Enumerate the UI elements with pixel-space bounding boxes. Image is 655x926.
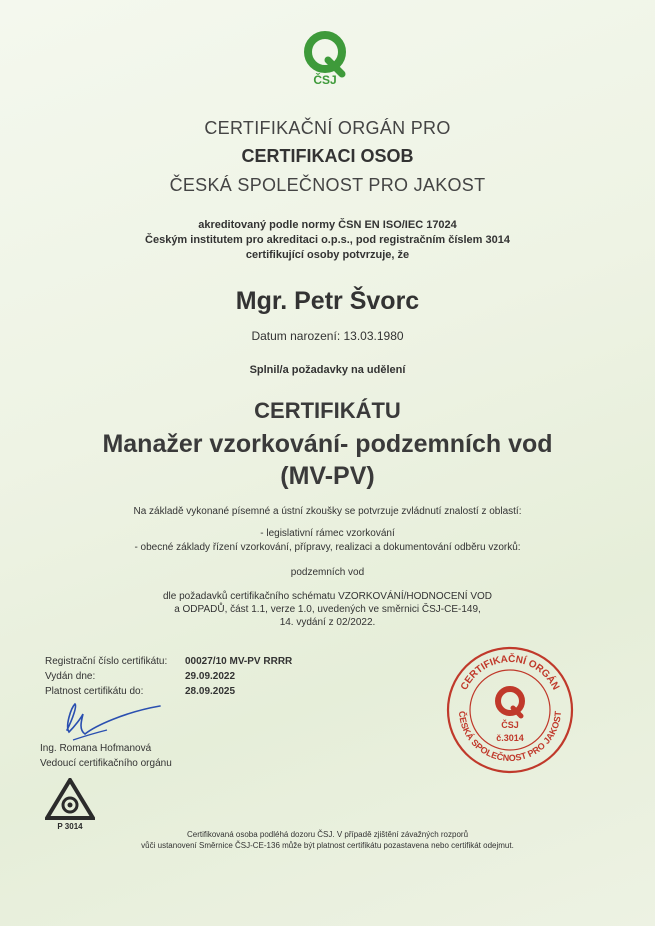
issued-date-label: Vydán dne: xyxy=(45,671,96,682)
csj-logo-text: ČSJ xyxy=(313,73,337,86)
certificate-word: CERTIFIKÁTU xyxy=(254,398,401,423)
header-line2: CERTIFIKACI OSOB xyxy=(241,146,414,166)
cia-accreditation-logo xyxy=(45,778,95,830)
fulfilled-text: Splnil/a požadavky na udělení xyxy=(249,364,406,376)
csj-logo xyxy=(290,30,360,86)
header-line1: CERTIFIKAČNÍ ORGÁN PRO xyxy=(204,118,451,138)
signatory-name: Ing. Romana Hofmanová xyxy=(40,743,152,754)
certification-stamp xyxy=(445,645,575,775)
signature-image xyxy=(55,700,165,745)
exam-item-1: - legislativní rámec vzorkování xyxy=(260,528,395,539)
footer-line2: vůči ustanovení Směrnice ČSJ-CE-136 může být platnost certifikátu pozastavena nebo certifikát odejmut. xyxy=(141,841,514,850)
cia-label: P 3014 xyxy=(57,822,83,830)
valid-until-label: Platnost certifikátu do: xyxy=(45,686,144,697)
holder-birth-date: Datum narození: 13.03.1980 xyxy=(251,329,404,343)
exam-intro: Na základě vykonané písemné a ústní zkoušky se potvrzuje zvládnutí znalostí z oblastí: xyxy=(133,506,522,517)
stamp-number: č.3014 xyxy=(496,733,524,743)
exam-subject: podzemních vod xyxy=(290,567,365,578)
footer-line1: Certifikovaná osoba podléhá dozoru ČSJ. V případě zjištění závažných rozporů xyxy=(186,830,469,839)
certificate-code: (MV-PV) xyxy=(280,462,375,490)
registration-number-value: 00027/10 MV-PV RRRR xyxy=(185,656,293,667)
certificate-title: Manažer vzorkování- podzemních vod xyxy=(102,430,553,458)
accreditation-line1: akreditovaný podle normy ČSN EN ISO/IEC 17024 xyxy=(198,219,457,231)
accreditation-line3: certifikující osoby potvrzuje, že xyxy=(245,249,410,261)
header-line3: ČESKÁ SPOLEČNOST PRO JAKOST xyxy=(169,175,486,195)
exam-scheme-3: 14. vydání z 02/2022. xyxy=(279,617,376,628)
registration-number-label: Registrační číslo certifikátu: xyxy=(45,656,168,667)
holder-name: Mgr. Petr Švorc xyxy=(235,287,420,315)
stamp-bottom-text: ČESKÁ SPOLEČNOST PRO JAKOST xyxy=(456,710,564,764)
valid-until-value: 28.09.2025 xyxy=(185,686,236,697)
exam-scheme-1: dle požadavků certifikačního schématu VZORKOVÁNÍ/HODNOCENÍ VOD xyxy=(162,591,492,602)
svg-text:CERTIFIKAČNÍ ORGÁN xyxy=(459,652,561,692)
exam-scheme-2: a ODPADŮ, část 1.1, verze 1.0, uvedených ve směrnici ČSJ-CE-149, xyxy=(174,604,481,615)
signatory-role: Vedoucí certifikačního orgánu xyxy=(40,758,172,769)
stamp-logo-text: ČSJ xyxy=(501,720,519,730)
stamp-top-text: CERTIFIKAČNÍ ORGÁN xyxy=(458,653,562,692)
issued-date-value: 29.09.2022 xyxy=(185,671,236,682)
exam-item-2: - obecné základy řízení vzorkování, přípravy, realizaci a dokumentování odběru vzorků: xyxy=(134,542,521,553)
accreditation-line2: Českým institutem pro akreditaci o.p.s., pod registračním číslem 3014 xyxy=(145,234,510,246)
